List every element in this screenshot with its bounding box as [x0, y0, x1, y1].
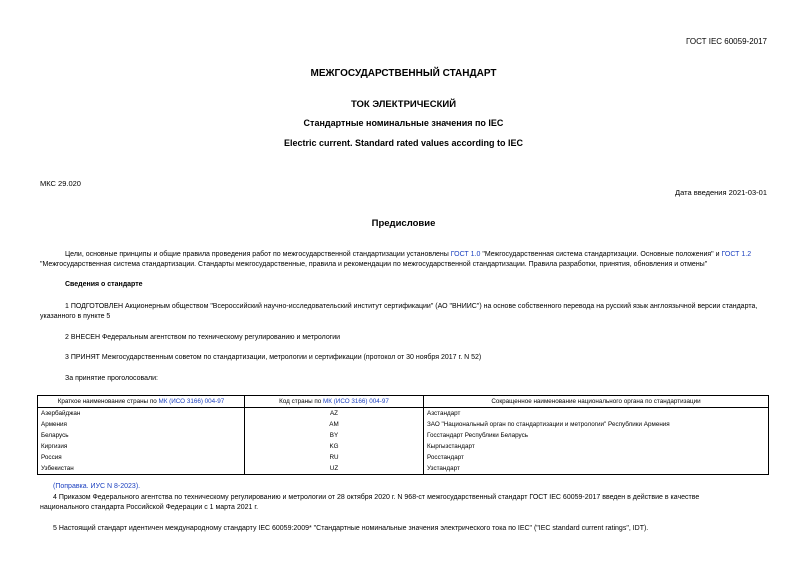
- item-4-line-1: 4 Приказом Федерального агентства по техническому регулированию и метрологии от 28 октября 2020 г. N 968-ст межгосударственный стандарт ГОСТ IEC 60059-2017 введен в действие в качестве: [53, 494, 700, 501]
- table-row: [38, 441, 769, 452]
- member-states-table: [37, 395, 769, 475]
- mk-iso-link[interactable]: МК (ИСО 3166) 004-97: [158, 397, 225, 405]
- table-cell: Узбекистан: [38, 463, 245, 475]
- table-row: [38, 419, 769, 430]
- table-row: [38, 463, 769, 475]
- item-1-line-1: 1 ПОДГОТОВЛЕН Акционерным обществом "Всероссийский научно-исследовательский институт сертификации" (АО "ВНИИС") на основе собственного перевода на русский язык англоязычной версии стандарта,: [65, 303, 758, 310]
- table-cell: Росстандарт: [424, 452, 769, 463]
- column-header-country: [38, 396, 245, 408]
- table-cell: BY: [245, 430, 424, 441]
- table-row: [38, 430, 769, 441]
- table-cell: Киргизия: [38, 441, 245, 452]
- gost-1-2-link[interactable]: ГОСТ 1.2: [721, 251, 752, 258]
- item-1-line-2: указанного в пункте 5: [40, 313, 111, 320]
- table-header-row: [38, 396, 769, 408]
- table-cell: UZ: [245, 463, 424, 475]
- correction-link[interactable]: (Поправка. ИУС N 8-2023).: [53, 483, 141, 490]
- paragraph-text: Цели, основные принципы и общие правила проведения работ по межгосударственной стандартизации установлены: [65, 251, 451, 258]
- table-cell: AM: [245, 419, 424, 430]
- table-cell: ЗАО "Национальный орган по стандартизации и метрологии" Республики Армения: [424, 419, 769, 430]
- item-3: 3 ПРИНЯТ Межгосударственным советом по стандартизации, метрологии и сертификации (протокол от 30 ноября 2017 г. N 52): [65, 354, 482, 361]
- info-heading: Сведения о стандарте: [65, 281, 143, 288]
- column-header-body: Сокращенное наименование национального органа по стандартизации: [424, 396, 769, 408]
- item-2: 2 ВНЕСЕН Федеральным агентством по техническому регулированию и метрологии: [65, 334, 341, 341]
- standard-name-title: ТОК ЭЛЕКТРИЧЕСКИЙ: [350, 99, 457, 110]
- item-4-line-2: национального стандарта Российской Федерации с 1 марта 2021 г.: [40, 504, 259, 511]
- mks-code: МКС 29.020: [40, 179, 81, 188]
- header-text: Код страны по: [279, 397, 324, 405]
- voted-label: За принятие проголосовали:: [65, 375, 158, 382]
- standard-type-title: МЕЖГОСУДАРСТВЕННЫЙ СТАНДАРТ: [310, 68, 497, 79]
- effective-date: Дата введения 2021-03-01: [675, 188, 767, 197]
- preface-paragraph-1: [40, 250, 770, 260]
- gost-1-0-link[interactable]: ГОСТ 1.0: [450, 251, 481, 258]
- table-cell: KG: [245, 441, 424, 452]
- table-cell: RU: [245, 452, 424, 463]
- subtitle-russian: Стандартные номинальные значения по IEC: [303, 118, 504, 128]
- table-cell: Кыргызстандарт: [424, 441, 769, 452]
- paragraph-text: "Межгосударственная система стандартизации. Основные положения" и: [480, 251, 722, 258]
- document-code: ГОСТ IEC 60059-2017: [686, 37, 767, 46]
- table-cell: Узстандарт: [424, 463, 769, 475]
- table-row: [38, 408, 769, 420]
- mk-iso-link[interactable]: МК (ИСО 3166) 004-97: [323, 397, 389, 405]
- header-text: Краткое наименование страны по: [57, 397, 159, 405]
- table-cell: Азстандарт: [424, 408, 769, 420]
- preface-paragraph-1-line-2: "Межгосударственная система стандартизации. Стандарты межгосударственные, правила и рекомендации по межгосударственной стандартизации. Правила разработки, принятия, обновления и отмены": [40, 261, 708, 268]
- table-cell: Россия: [38, 452, 245, 463]
- table-cell: Армения: [38, 419, 245, 430]
- item-5: 5 Настоящий стандарт идентичен международному стандарту IEC 60059:2009* "Стандартные номинальные значения электрического тока по IEC" ("IEC standard current ratings", IDT).: [53, 525, 649, 532]
- subtitle-english: Electric current. Standard rated values according to IEC: [283, 138, 524, 148]
- column-header-code: [245, 396, 424, 408]
- table-cell: Беларусь: [38, 430, 245, 441]
- table-cell: AZ: [245, 408, 424, 420]
- preface-heading: Предисловие: [371, 218, 436, 229]
- table-cell: Азербайджан: [38, 408, 245, 420]
- table-cell: Госстандарт Республики Беларусь: [424, 430, 769, 441]
- table-row: [38, 452, 769, 463]
